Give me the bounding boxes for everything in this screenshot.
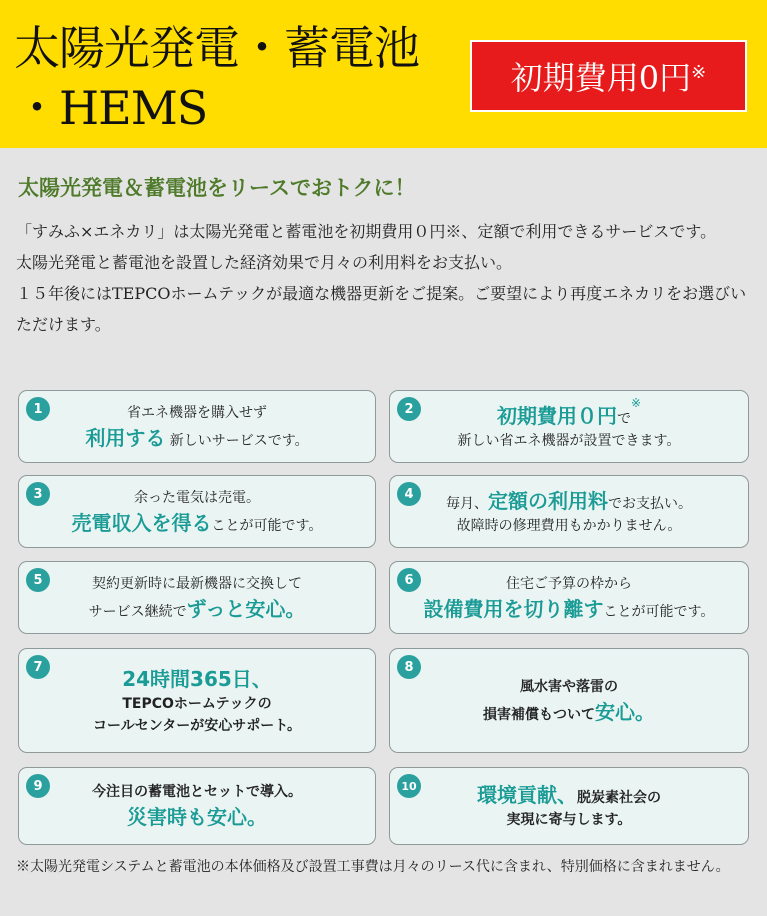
title-line-2: ・HEMS <box>14 81 208 135</box>
card-highlight: 24時間365日、 <box>122 666 272 691</box>
card-text <box>89 573 306 623</box>
card-line: 新しいサービスです。 <box>165 432 309 449</box>
initial-cost-badge <box>470 40 747 112</box>
header-banner <box>0 0 767 148</box>
card-text <box>85 402 308 452</box>
card-highlight: 設備費用を切り離す <box>423 596 604 621</box>
badge-text: 初期費用0円 <box>510 59 692 97</box>
card-highlight: 定額の利用料 <box>488 488 608 513</box>
card-text <box>457 395 681 452</box>
card-line: ことが可能です。 <box>211 517 323 534</box>
card-line: TEPCOホームテックの <box>122 695 272 712</box>
card-text <box>72 487 323 537</box>
feature-card-7 <box>18 648 376 753</box>
card-line: 余った電気は売電。 <box>133 489 260 506</box>
number-badge: 6 <box>397 568 421 592</box>
feature-card-4 <box>389 475 749 548</box>
number-badge: 7 <box>26 655 50 679</box>
intro-paragraph-2: 太陽光発電と蓄電池を設置した経済効果で月々の利用料をお支払い。 <box>16 253 513 272</box>
card-highlight: 環境貢献、 <box>477 783 577 807</box>
card-line: 契約更新時に最新機器に交換して <box>92 575 302 592</box>
card-text <box>477 781 661 831</box>
card-highlight: 利用する <box>85 425 166 450</box>
intro-paragraph-1: 「すみふ×エネカリ」は太陽光発電と蓄電池を初期費用０円※、定額で利用できるサービスです。 <box>16 222 717 241</box>
feature-card-9 <box>18 767 376 845</box>
card-line: 住宅ご予算の枠から <box>505 575 632 592</box>
number-badge: 3 <box>26 482 50 506</box>
feature-card-6 <box>389 561 749 634</box>
feature-card-5 <box>18 561 376 634</box>
card-line: で <box>616 410 631 427</box>
card-line: 風水害や落雷の <box>520 678 618 695</box>
number-badge: 8 <box>397 655 421 679</box>
note-mark: ※ <box>630 395 642 410</box>
card-line: コールセンターが安心サポート。 <box>93 717 301 734</box>
card-line: 故障時の修理費用もかかりません。 <box>456 517 682 534</box>
number-badge: 10 <box>397 774 421 798</box>
card-text <box>483 676 655 726</box>
card-line: 省エネ機器を購入せず <box>127 404 267 421</box>
card-highlight: ずっと安心。 <box>186 596 306 621</box>
card-line: 毎月、 <box>446 495 488 512</box>
page-title <box>14 18 419 138</box>
card-text <box>424 573 715 623</box>
feature-card-10 <box>389 767 749 845</box>
card-text <box>92 781 302 831</box>
feature-card-1 <box>18 390 376 463</box>
number-badge: 4 <box>397 482 421 506</box>
title-line-1: 太陽光発電・蓄電池 <box>14 21 419 75</box>
card-line: 実現に寄与します。 <box>506 812 632 828</box>
card-highlight: 安心。 <box>595 699 655 724</box>
feature-card-3 <box>18 475 376 548</box>
intro-paragraph-3: １５年後にはTEPCOホームテックが最適な機器更新をご提案。ご要望により再度エネカリをお選びいただけます。 <box>16 284 747 334</box>
card-highlight: 初期費用０円 <box>496 403 617 428</box>
card-text <box>93 665 301 737</box>
card-line: 損害補償もついて <box>483 706 595 723</box>
card-highlight: 災害時も安心。 <box>127 805 267 829</box>
number-badge: 2 <box>397 397 421 421</box>
number-badge: 9 <box>26 774 50 798</box>
footnote: ※太陽光発電システムと蓄電池の本体価格及び設置工事費は月々のリース代に含まれ、特別価格に含まれません。 <box>16 859 730 875</box>
card-line: 新しい省エネ機器が設置できます。 <box>457 432 681 449</box>
card-highlight: 売電収入を得る <box>71 510 212 535</box>
number-badge: 5 <box>26 568 50 592</box>
card-line: でお支払い。 <box>608 495 692 512</box>
feature-card-2 <box>389 390 749 463</box>
card-line: 脱炭素社会の <box>577 790 661 806</box>
card-line: サービス継続で <box>88 603 187 620</box>
feature-card-8 <box>389 648 749 753</box>
card-line: 今注目の蓄電池とセットで導入。 <box>92 784 302 800</box>
lead-heading: 太陽光発電＆蓄電池をリースでおトクに！ <box>18 175 416 200</box>
card-line: ことが可能です。 <box>603 603 715 620</box>
card-text <box>446 487 692 537</box>
badge-mark: ※ <box>691 61 707 83</box>
intro-text <box>16 216 751 340</box>
number-badge: 1 <box>26 397 50 421</box>
